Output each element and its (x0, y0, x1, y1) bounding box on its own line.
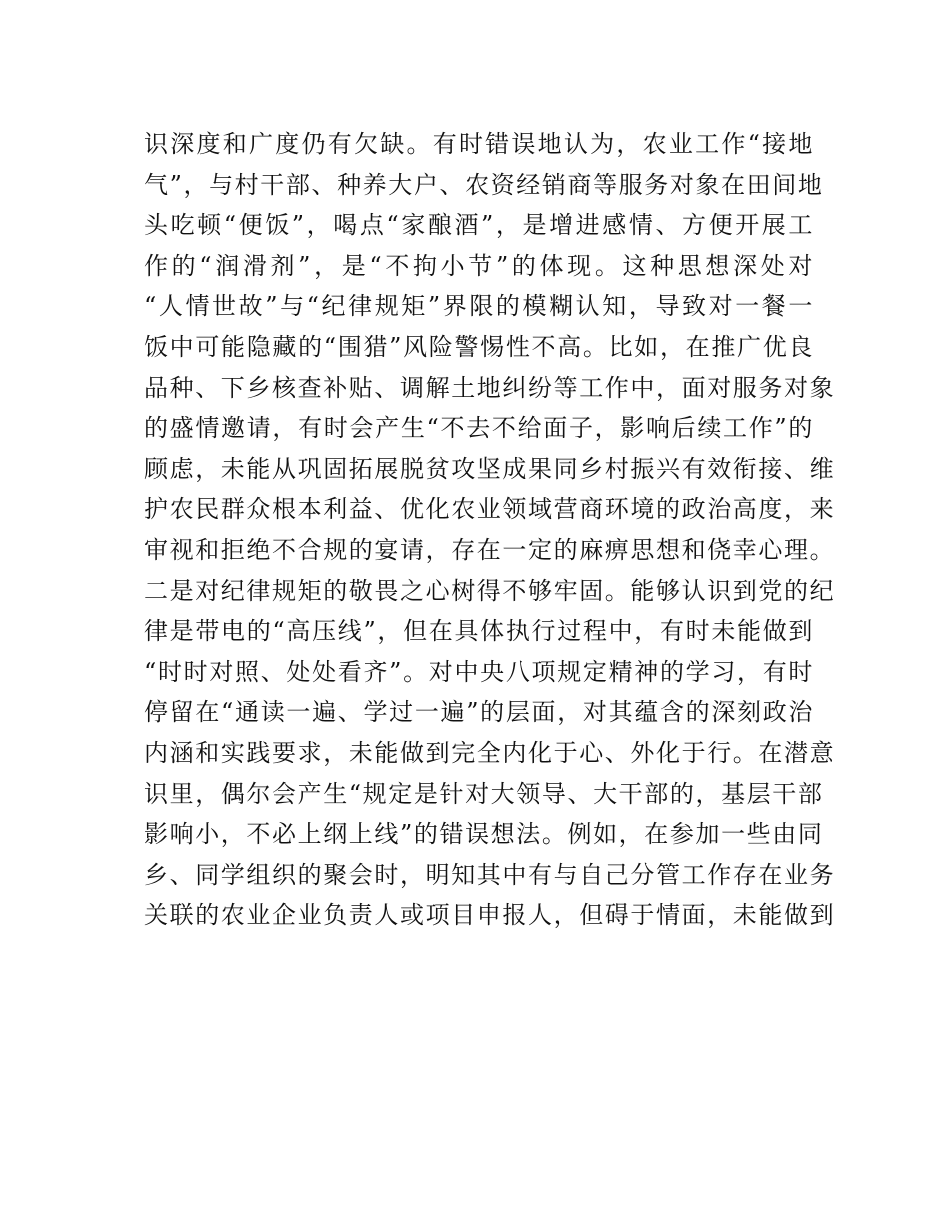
text-line: 律是带电的“高压线”，但在具体执行过程中，有时未能做到 (144, 617, 814, 646)
text-line: 识深度和广度仍有欠缺。有时错误地认为，农业工作“接地 (144, 130, 814, 158)
text-line: 停留在“通读一遍、学过一遍”的层面，对其蕴含的深刻政治 (144, 698, 814, 727)
text-line: 头吃顿“便饭”，喝点“家酿酒”，是增进感情、方便开展工 (144, 211, 814, 240)
text-line: 气”，与村干部、种养大户、农资经销商等服务对象在田间地 (144, 170, 824, 199)
text-line: 护农民群众根本利益、优化农业领域营商环境的政治高度，来 (144, 495, 836, 524)
text-line: 乡、同学组织的聚会时，明知其中有与自己分管工作存在业务 (144, 860, 836, 889)
text-line: 影响小，不必上纲上线”的错误想法。例如，在参加一些由同 (144, 820, 824, 849)
text-line: 关联的农业企业负责人或项目申报人，但碍于情面，未能做到 (144, 901, 836, 930)
text-line: 二是对纪律规矩的敬畏之心树得不够牢固。能够认识到党的纪 (144, 576, 836, 605)
text-line: 的盛情邀请，有时会产生“不去不给面子，影响后续工作”的 (144, 414, 814, 443)
text-line: 品种、下乡核查补贴、调解土地纠纷等工作中，面对服务对象 (144, 373, 836, 402)
text-line: “时时对照、处处看齐”。对中央八项规定精神的学习，有时 (144, 657, 814, 686)
text-line: 饭中可能隐藏的“围猎”风险警惕性不高。比如，在推广优良 (144, 332, 814, 361)
text-line: 审视和拒绝不合规的宴请，存在一定的麻痹思想和侥幸心理。 (144, 535, 836, 564)
text-line: “人情世故”与“纪律规矩”界限的模糊认知，导致对一餐一 (144, 292, 814, 321)
body-text (144, 124, 836, 936)
text-line: 识里，偶尔会产生“规定是针对大领导、大干部的，基层干部 (144, 779, 824, 808)
text-line: 内涵和实践要求，未能做到完全内化于心、外化于行。在潜意 (144, 738, 836, 767)
text-line: 顾虑，未能从巩固拓展脱贫攻坚成果同乡村振兴有效衔接、维 (144, 454, 836, 483)
text-line: 作的“润滑剂”，是“不拘小节”的体现。这种思想深处对 (144, 251, 814, 280)
